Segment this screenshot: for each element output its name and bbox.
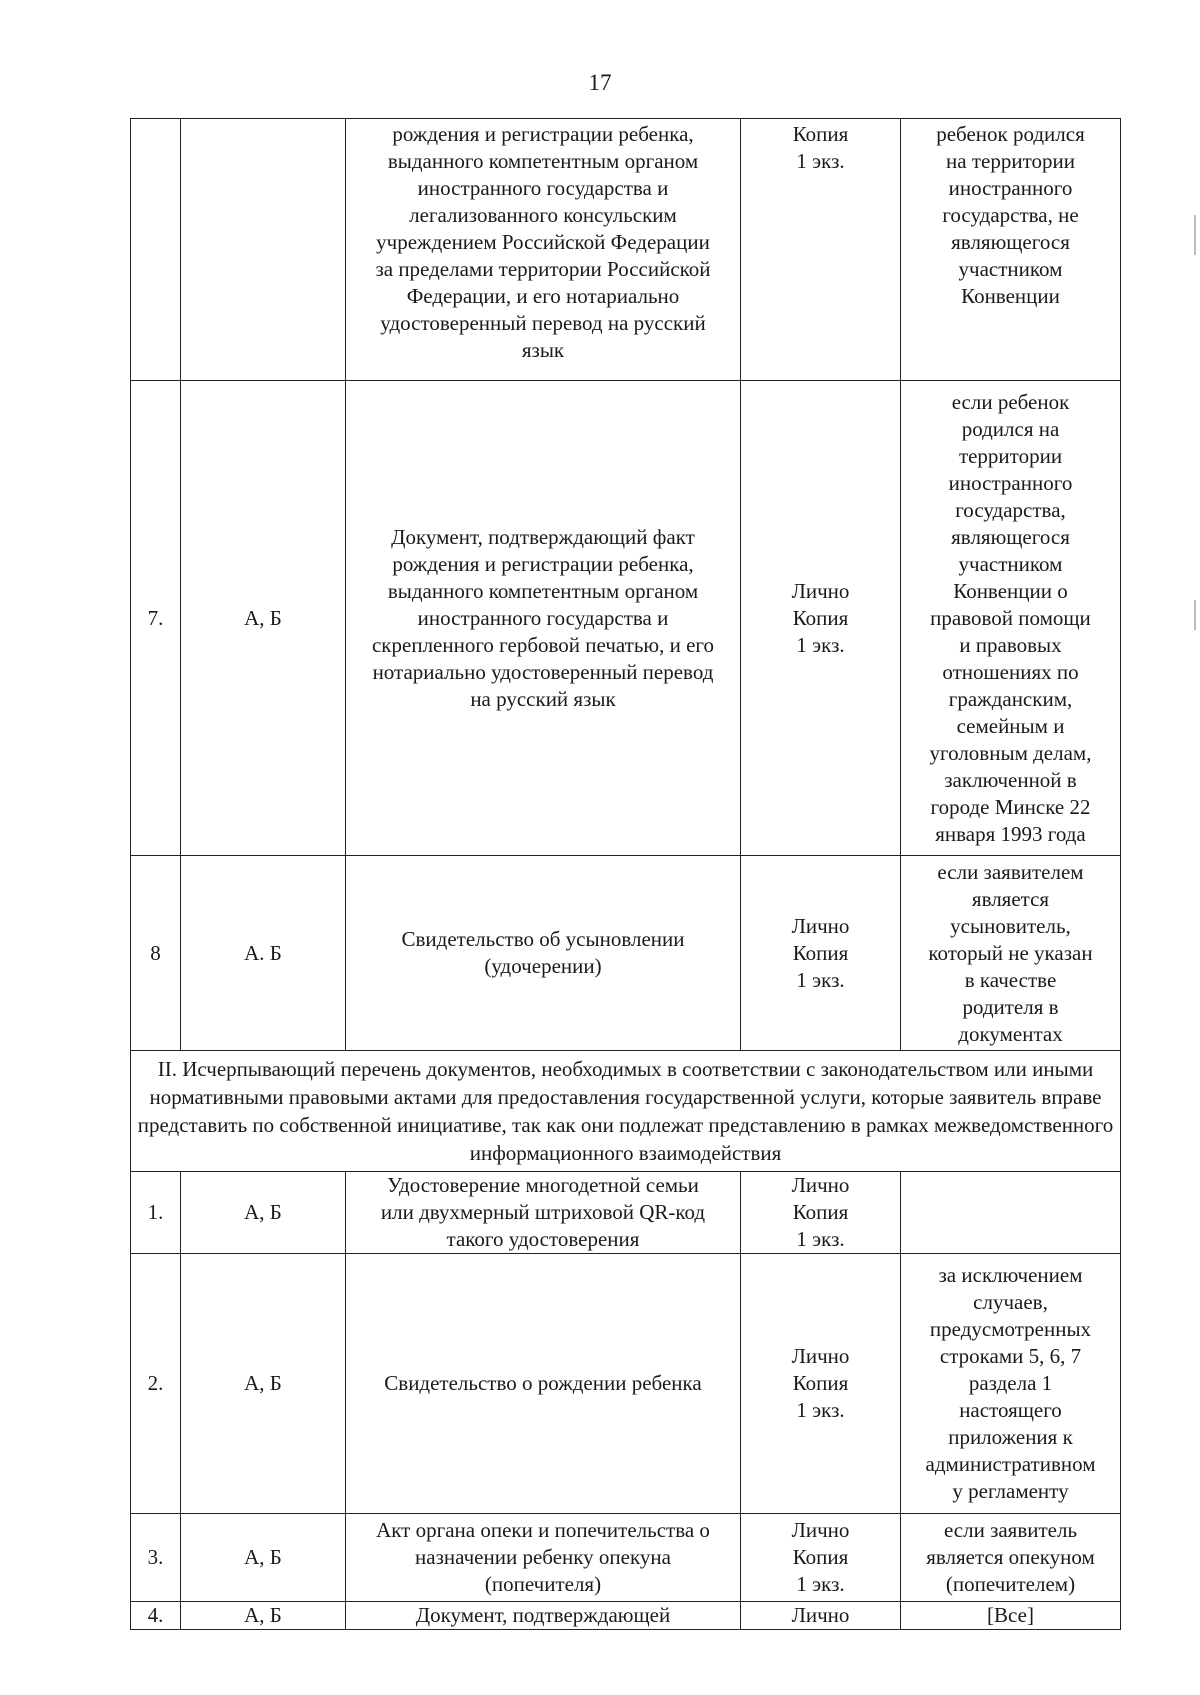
submission-form-cell: Лично Копия 1 экз. bbox=[741, 1254, 901, 1514]
section-header-row bbox=[131, 1051, 1121, 1172]
row-number-cell: 8 bbox=[131, 856, 181, 1051]
table-row bbox=[131, 1514, 1121, 1602]
document-name-cell: Свидетельство о рождении ребенка bbox=[346, 1254, 741, 1514]
document-name-cell: Свидетельство об усыновлении (удочерении) bbox=[346, 856, 741, 1051]
submission-form-cell: Лично Копия 1 экз. bbox=[741, 856, 901, 1051]
row-number-cell: 3. bbox=[131, 1514, 181, 1602]
note-cell: [Все] bbox=[901, 1602, 1121, 1630]
table-row-continuation bbox=[131, 119, 1121, 381]
applicant-category-cell: А, Б bbox=[181, 1172, 346, 1254]
applicant-category-cell: А, Б bbox=[181, 381, 346, 856]
note-cell: за исключением случаев, предусмотренных строками 5, 6, 7 раздела 1 настоящего приложения к административном у регламенту bbox=[901, 1254, 1121, 1514]
row-number-cell: 2. bbox=[131, 1254, 181, 1514]
table-row bbox=[131, 1602, 1121, 1630]
applicant-category-cell: А, Б bbox=[181, 1602, 346, 1630]
document-name-cell: Документ, подтверждающий факт рождения и регистрации ребенка, выданного компетентным органом иностранного государства и скрепленного гербовой печатью, и его нотариально удостоверенный перевод на русский язык bbox=[346, 381, 741, 856]
row-number-cell: 1. bbox=[131, 1172, 181, 1254]
document-name-cell: Удостоверение многодетной семьи или двухмерный штриховой QR-код такого удостоверения bbox=[346, 1172, 741, 1254]
row-number-cell: 7. bbox=[131, 381, 181, 856]
scan-edge-mark bbox=[1194, 600, 1196, 630]
applicant-category-cell: А, Б bbox=[181, 1254, 346, 1514]
document-name-cell: Документ, подтверждающей bbox=[346, 1602, 741, 1630]
submission-form-cell: Лично Копия 1 экз. bbox=[741, 1172, 901, 1254]
applicant-category-cell: А. Б bbox=[181, 856, 346, 1051]
table-row bbox=[131, 1172, 1121, 1254]
section-2-header: II. Исчерпывающий перечень документов, необходимых в соответствии с законодательством или иными нормативными правовыми актами для предоставления государственной услуги, которые заявитель вправе представить по собственной инициативе, так как они подлежат представлению в рамках межведомственного информационного взаимодействия bbox=[131, 1051, 1121, 1172]
applicant-category-cell bbox=[181, 119, 346, 381]
submission-form-cell: Лично Копия 1 экз. bbox=[741, 381, 901, 856]
note-cell: если заявитель является опекуном (попечителем) bbox=[901, 1514, 1121, 1602]
table-row bbox=[131, 856, 1121, 1051]
document-name-cell: рождения и регистрации ребенка, выданного компетентным органом иностранного государства и легализованного консульским учреждением Российской Федерации за пределами территории Российской Федерации, и его нотариально удостоверенный перевод на русский язык bbox=[346, 119, 741, 381]
submission-form-cell: Лично bbox=[741, 1602, 901, 1630]
documents-table bbox=[130, 118, 1121, 1630]
note-cell: если ребенок родился на территории иностранного государства, являющегося участником Конвенции о правовой помощи и правовых отношениях по гражданским, семейным и уголовным делам, заключенной в городе Минске 22 января 1993 года bbox=[901, 381, 1121, 856]
submission-form-cell: Лично Копия 1 экз. bbox=[741, 1514, 901, 1602]
row-number-cell: 4. bbox=[131, 1602, 181, 1630]
scan-edge-mark bbox=[1194, 215, 1196, 255]
note-cell: ребенок родился на территории иностранного государства, не являющегося участником Конвенции bbox=[901, 119, 1121, 381]
submission-form-cell: Копия 1 экз. bbox=[741, 119, 901, 381]
document-name-cell: Акт органа опеки и попечительства о назначении ребенку опекуна (попечителя) bbox=[346, 1514, 741, 1602]
note-cell: если заявителем является усыновитель, который не указан в качестве родителя в документах bbox=[901, 856, 1121, 1051]
row-number-cell bbox=[131, 119, 181, 381]
page-number: 17 bbox=[588, 70, 612, 95]
note-cell bbox=[901, 1172, 1121, 1254]
table-row bbox=[131, 381, 1121, 856]
table-row bbox=[131, 1254, 1121, 1514]
applicant-category-cell: А, Б bbox=[181, 1514, 346, 1602]
